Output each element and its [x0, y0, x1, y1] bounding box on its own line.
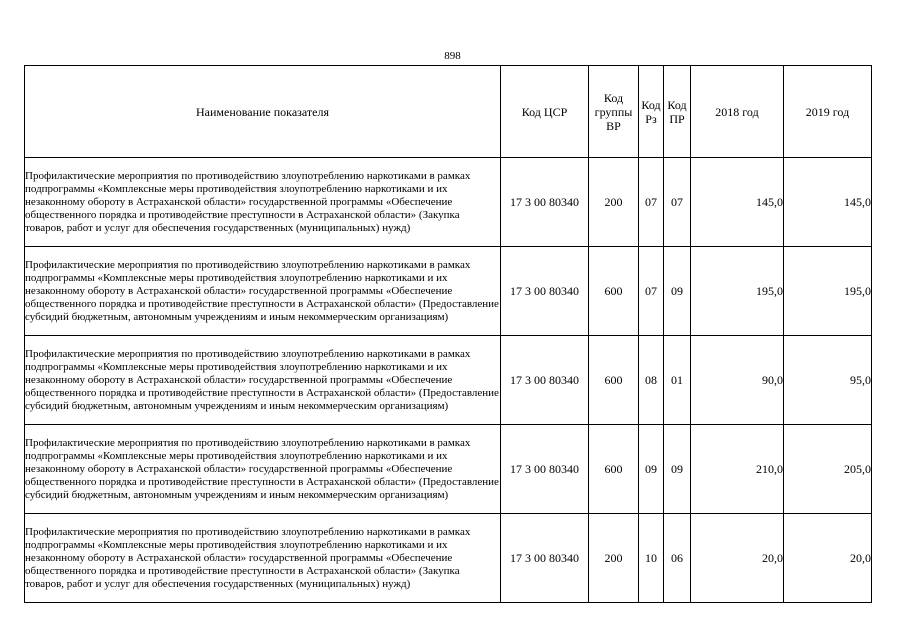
row-rz: 09 [639, 425, 664, 514]
header-row [25, 66, 872, 158]
row-name: Профилактические мероприятия по противодействию злоупотреблению наркотиками в рамках подпрограммы «Комплексные меры противодействия злоупотреблению наркотиками и их незаконному обороту в Астраханской области» государственной программы «Обеспечение общественного порядка и противодействие преступности в Астраханской области» (Закупка товаров, работ и услуг для обеспечения государственных (муниципальных) нужд) [25, 514, 501, 603]
row-pr: 07 [664, 158, 691, 247]
row-name: Профилактические мероприятия по противодействию злоупотреблению наркотиками в рамках подпрограммы «Комплексные меры противодействия злоупотреблению наркотиками и их незаконному обороту в Астраханской области» государственной программы «Обеспечение общественного порядка и противодействие преступности в Астраханской области» (Предоставление субсидий бюджетным, автономным учреждениям и иным некоммерческим организациям) [25, 336, 501, 425]
table-row [25, 158, 872, 247]
row-vr: 200 [589, 514, 639, 603]
header-rz: Код Рз [639, 66, 664, 158]
row-vr: 600 [589, 336, 639, 425]
page-number: 898 [444, 50, 461, 62]
row-2018: 210,0 [691, 425, 784, 514]
row-rz: 07 [639, 158, 664, 247]
row-vr: 600 [589, 425, 639, 514]
row-vr: 200 [589, 158, 639, 247]
header-csr: Код ЦСР [501, 66, 589, 158]
table-row [25, 247, 872, 336]
row-pr: 09 [664, 425, 691, 514]
row-2018: 90,0 [691, 336, 784, 425]
row-2018: 145,0 [691, 158, 784, 247]
row-name: Профилактические мероприятия по противодействию злоупотреблению наркотиками в рамках подпрограммы «Комплексные меры противодействия злоупотреблению наркотиками и их незаконному обороту в Астраханской области» государственной программы «Обеспечение общественного порядка и противодействие преступности в Астраханской области» (Закупка товаров, работ и услуг для обеспечения государственных (муниципальных) нужд) [25, 158, 501, 247]
row-pr: 01 [664, 336, 691, 425]
table-row [25, 425, 872, 514]
row-csr: 17 3 00 80340 [501, 514, 589, 603]
row-pr: 06 [664, 514, 691, 603]
row-csr: 17 3 00 80340 [501, 158, 589, 247]
row-2019: 145,0 [784, 158, 872, 247]
row-pr: 09 [664, 247, 691, 336]
header-name: Наименование показателя [25, 66, 501, 158]
row-rz: 08 [639, 336, 664, 425]
header-pr: Код ПР [664, 66, 691, 158]
row-rz: 10 [639, 514, 664, 603]
row-csr: 17 3 00 80340 [501, 425, 589, 514]
header-vr: Код группы ВР [589, 66, 639, 158]
header-2018: 2018 год [691, 66, 784, 158]
row-2019: 205,0 [784, 425, 872, 514]
row-csr: 17 3 00 80340 [501, 336, 589, 425]
row-rz: 07 [639, 247, 664, 336]
budget-table [24, 65, 872, 603]
row-2019: 95,0 [784, 336, 872, 425]
row-2018: 195,0 [691, 247, 784, 336]
row-2018: 20,0 [691, 514, 784, 603]
row-csr: 17 3 00 80340 [501, 247, 589, 336]
row-2019: 20,0 [784, 514, 872, 603]
header-2019: 2019 год [784, 66, 872, 158]
table-row [25, 336, 872, 425]
table-row [25, 514, 872, 603]
row-name: Профилактические мероприятия по противодействию злоупотреблению наркотиками в рамках подпрограммы «Комплексные меры противодействия злоупотреблению наркотиками и их незаконному обороту в Астраханской области» государственной программы «Обеспечение общественного порядка и противодействие преступности в Астраханской области» (Предоставление субсидий бюджетным, автономным учреждениям и иным некоммерческим организациям) [25, 247, 501, 336]
row-2019: 195,0 [784, 247, 872, 336]
row-vr: 600 [589, 247, 639, 336]
row-name: Профилактические мероприятия по противодействию злоупотреблению наркотиками в рамках подпрограммы «Комплексные меры противодействия злоупотреблению наркотиками и их незаконному обороту в Астраханской области» государственной программы «Обеспечение общественного порядка и противодействие преступности в Астраханской области» (Предоставление субсидий бюджетным, автономным учреждениям и иным некоммерческим организациям) [25, 425, 501, 514]
